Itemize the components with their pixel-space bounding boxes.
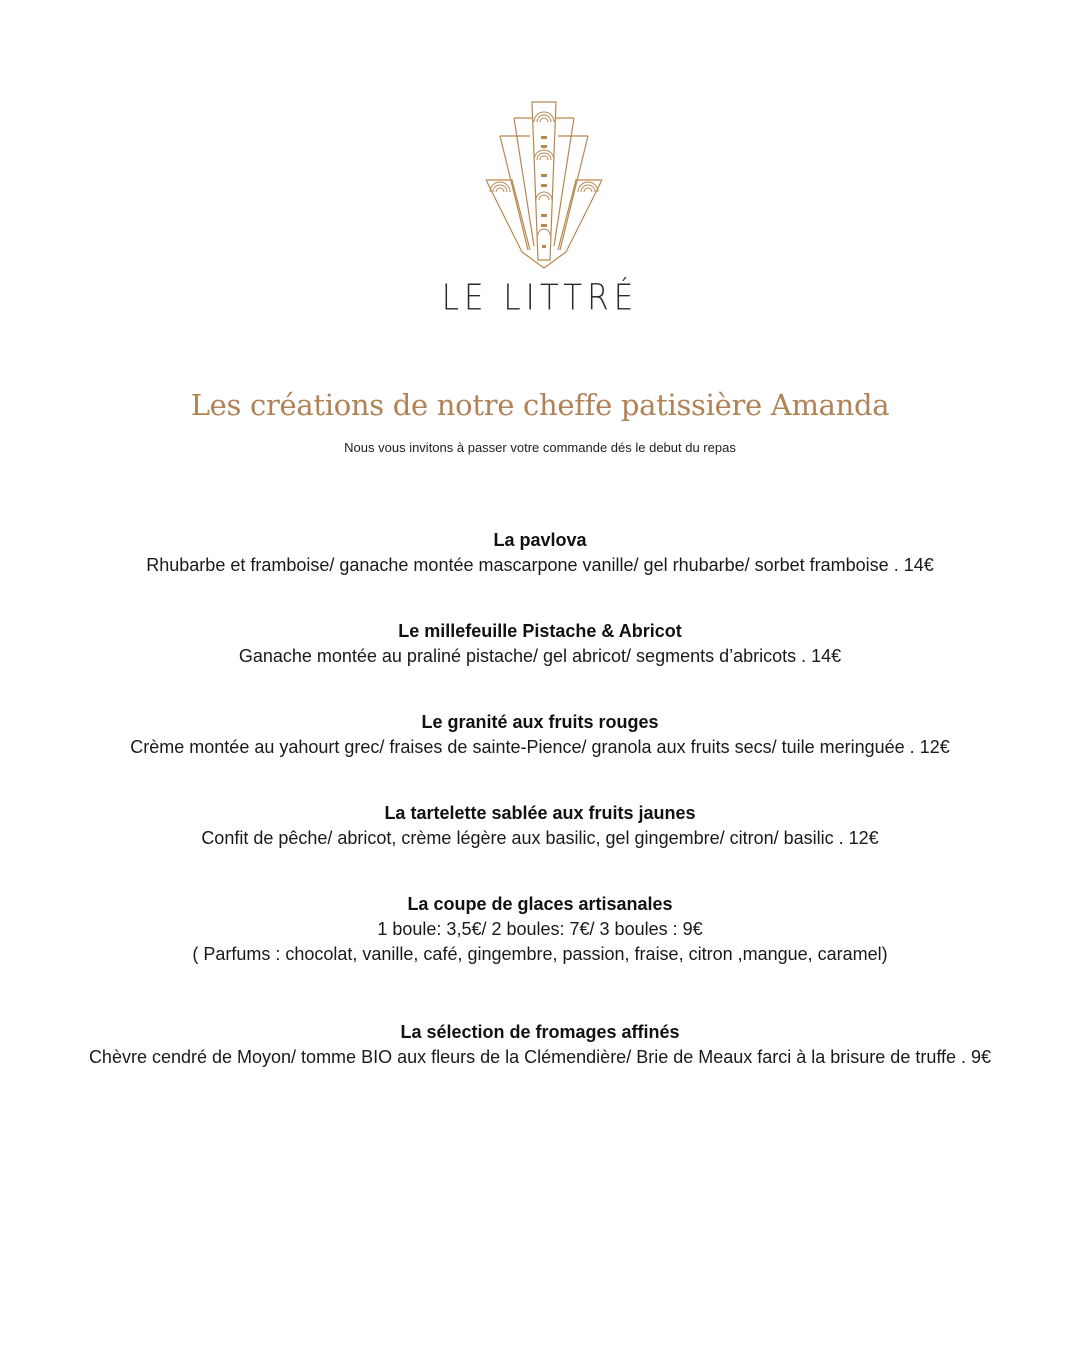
menu-item-title: La tartelette sablée aux fruits jaunes bbox=[384, 803, 696, 823]
page-subtitle: Nous vous invitons à passer votre commande dés le debut du repas bbox=[344, 440, 736, 455]
menu-item-title: La pavlova bbox=[493, 530, 587, 550]
menu-item bbox=[0, 892, 1080, 967]
menu-item-description: Crème montée au yahourt grec/ fraises de sainte-Pience/ granola aux fruits secs/ tuile meringuée . 12€ bbox=[130, 737, 950, 757]
menu-item-title: Le granité aux fruits rouges bbox=[421, 712, 659, 732]
menu-item-title: La coupe de glaces artisanales bbox=[407, 894, 673, 914]
menu-item bbox=[0, 528, 1080, 578]
menu-item bbox=[0, 710, 1080, 760]
page-title: Les créations de notre cheffe patissière Amanda bbox=[190, 388, 890, 422]
menu-item-title: La sélection de fromages affinés bbox=[400, 1022, 680, 1042]
menu-item-description: Rhubarbe et framboise/ ganache montée mascarpone vanille/ gel rhubarbe/ sorbet framboise . 14€ bbox=[146, 555, 934, 575]
art-deco-emblem-icon bbox=[478, 100, 610, 272]
menu-item-description: Chèvre cendré de Moyon/ tomme BIO aux fleurs de la Clémendière/ Brie de Meaux farci à la brisure de truffe . 9€ bbox=[88, 1047, 992, 1067]
menu-item-description: Confit de pêche/ abricot, crème légère aux basilic, gel gingembre/ citron/ basilic . 12€ bbox=[201, 828, 879, 848]
menu-item bbox=[0, 619, 1080, 669]
brand-wordmark: LE LITTRÉ bbox=[441, 277, 639, 319]
menu-item bbox=[0, 1020, 1080, 1070]
menu-item bbox=[0, 801, 1080, 851]
menu-item-description: Ganache montée au praliné pistache/ gel abricot/ segments d’abricots . 14€ bbox=[238, 646, 842, 666]
menu-item-title: Le millefeuille Pistache & Abricot bbox=[398, 621, 682, 641]
menu-item-description: ( Parfums : chocolat, vanille, café, gingembre, passion, fraise, citron ,mangue, caramel) bbox=[192, 944, 888, 964]
menu-item-price-line: 1 boule: 3,5€/ 2 boules: 7€/ 3 boules : 9€ bbox=[377, 919, 703, 939]
